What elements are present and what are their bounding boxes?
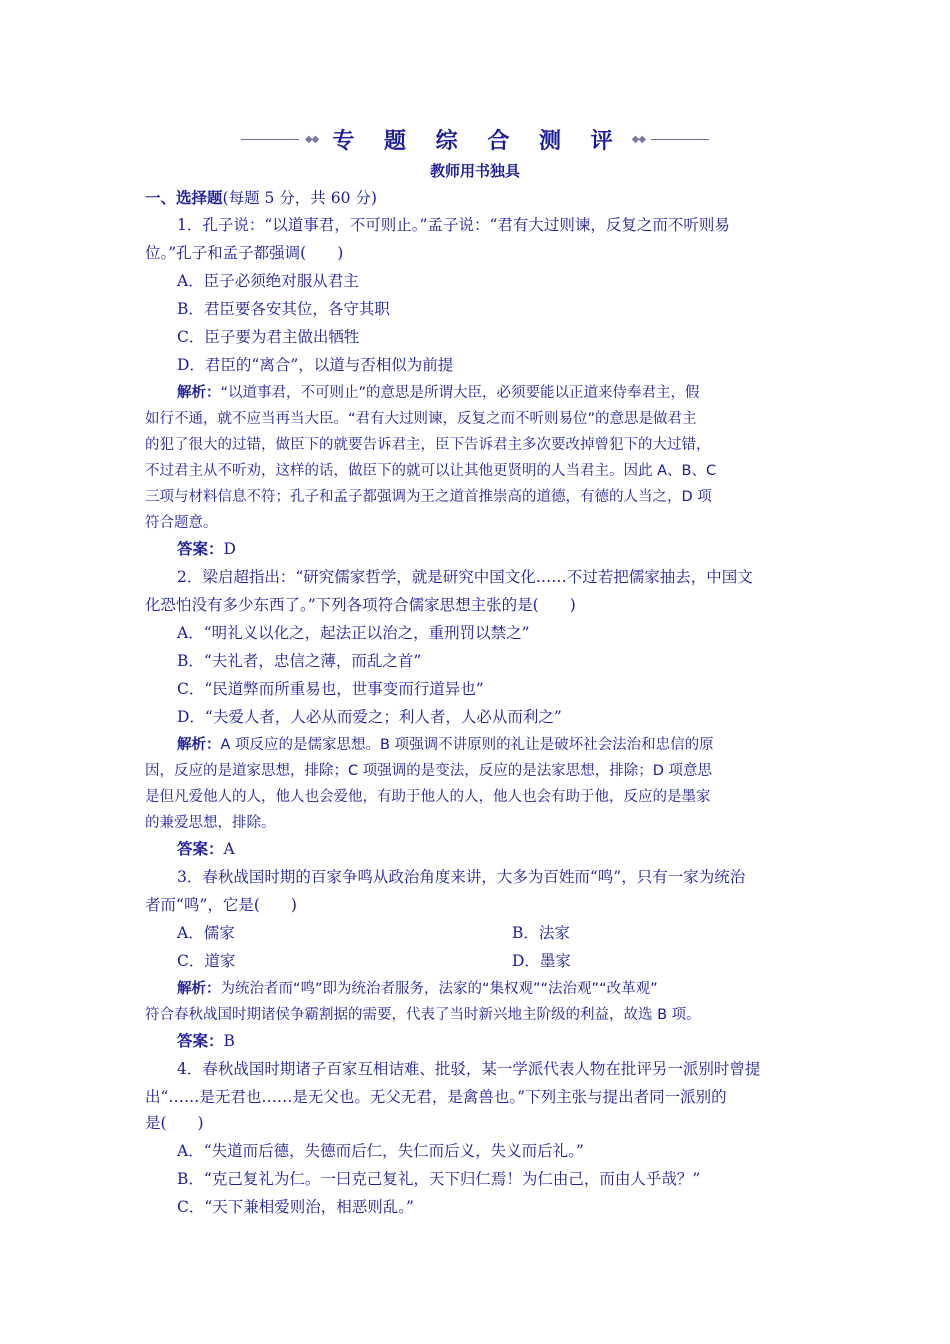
q1-explanation-line: 的犯了很大的过错，做臣下的就要告诉君主，臣下告诉君主多次要改掉曾犯下的大过错， [145, 437, 711, 453]
explanation-label: 解析： [177, 385, 221, 401]
q3-explanation-line: 符合春秋战国时期诸侯争霸割据的需要，代表了当时新兴地主阶级的利益，故选 B 项。 [145, 1007, 701, 1023]
q2-stem-line: 2．梁启超指出：“研究儒家哲学，就是研究中国文化……不过若把儒家抽去，中国文 [177, 568, 753, 586]
q4-stem-line: 4．春秋战国时期诸子百家互相诘难、批驳，某一学派代表人物在批评另一派别时曾提 [177, 1060, 761, 1078]
q1-explanation-line: 符合题意。 [145, 515, 218, 531]
q3-option-a: A．儒家 [177, 924, 235, 942]
right-rule [651, 139, 709, 140]
q2-explanation-line: 因，反应的是道家思想，排除；C 项强调的是变法，反应的是法家思想，排除；D 项意思 [145, 763, 713, 779]
q4-stem-line: 出“……是无君也……是无父也。无父无君，是禽兽也。”下列主张与提出者同一派别的 [145, 1088, 727, 1106]
q3-option-c: C．道家 [177, 952, 236, 970]
q2-stem-line: 化恐怕没有多少东西了。”下列各项符合儒家思想主张的是( ) [145, 596, 576, 614]
q2-explanation-line: 的兼爱思想，排除。 [145, 815, 276, 831]
q3-option-b: B．法家 [512, 924, 570, 942]
q2-option-a: A．“明礼义以化之，起法正以治之，重刑罚以禁之” [177, 624, 530, 642]
q1-option-b: B．君臣要各安其位，各守其职 [177, 300, 390, 318]
q1-explanation-line: 三项与材料信息不符；孔子和孟子都强调为王之道首推崇高的道德，有德的人当之，D 项 [145, 489, 712, 505]
section-note: (每题 5 分，共 60 分) [222, 189, 377, 207]
q1-explanation-line: 如行不通，就不应当再当大臣。“君有大过则谏，反复之而不听则易位”的意思是做君主 [145, 411, 697, 427]
left-diamond-ornament: ◆◆ [304, 133, 319, 145]
q3-stem-line: 者而“鸣”，它是( ) [145, 896, 297, 914]
q4-option-a: A．“失道而后德，失德而后仁，失仁而后义，失义而后礼。” [177, 1142, 584, 1160]
q2-explanation-line: 解析：A 项反应的是儒家思想。B 项强调不讲原则的礼让是破坏社会法治和忠信的原 [177, 737, 714, 753]
page-subtitle: 教师用书独具 [429, 162, 520, 180]
q3-explanation-line: 解析：为统治者而“鸣”即为统治者服务，法家的“集权观”“法治观”“改革观” [177, 981, 658, 997]
q4-stem-line: 是( ) [145, 1114, 204, 1132]
q4-option-b: B．“克己复礼为仁。一曰克己复礼，天下归仁焉！为仁由己，而由人乎哉？” [177, 1170, 701, 1188]
q3-stem-line: 3．春秋战国时期的百家争鸣从政治角度来讲，大多为百姓而“鸣”，只有一家为统治 [177, 868, 746, 886]
q2-option-b: B．“夫礼者，忠信之薄，而乱之首” [177, 652, 422, 670]
answer-label: 答案： [177, 839, 224, 858]
q1-explanation-line: 不过君主从不听劝，这样的话，做臣下的就可以让其他更贤明的人当君主。因此 A、B、C [145, 463, 717, 479]
left-rule [241, 139, 299, 140]
section-heading [145, 186, 810, 208]
q1-explanation-line: 解析：“以道事君，不可则止”的意思是所谓大臣，必须要能以正道来侍奉君主，假 [177, 385, 700, 401]
q2-option-c: C．“民道弊而所重易也，世事变而行道异也” [177, 680, 484, 698]
q3-option-d: D．墨家 [512, 952, 571, 970]
q4-option-c: C．“天下兼相爱则治，相恶则乱。” [177, 1198, 414, 1216]
answer-label: 答案： [177, 539, 224, 558]
q1-stem-line: 1．孔子说：“以道事君，不可则止。”孟子说：“君有大过则谏，反复之而不听则易 [177, 216, 730, 234]
section-title: 一、选择题 [145, 188, 223, 207]
answer-label: 答案： [177, 1031, 224, 1050]
q1-answer: 答案：D [177, 539, 236, 558]
q2-answer: 答案：A [177, 839, 235, 858]
explanation-label: 解析： [177, 737, 221, 753]
q1-option-d: D．君臣的“离合”，以道与否相似为前提 [177, 356, 454, 374]
q2-option-d: D．“夫爱人者，人必从而爱之；利人者，人必从而利之” [177, 708, 562, 726]
q3-answer: 答案：B [177, 1031, 235, 1050]
q1-option-a: A．臣子必须绝对服从君主 [177, 272, 359, 290]
q1-option-c: C．臣子要为君主做出牺牲 [177, 328, 360, 346]
q2-explanation-line: 是但凡爱他人的人，他人也会爱他，有助于他人的人，他人也会有助于他，反应的是墨家 [145, 789, 711, 805]
explanation-label: 解析： [177, 981, 221, 997]
page-title: 专 题 综 合 测 评 [332, 127, 624, 154]
title-banner [0, 124, 950, 154]
right-diamond-ornament: ◆◆ [631, 133, 646, 145]
q1-stem-line: 位。”孔子和孟子都强调( ) [145, 244, 344, 262]
